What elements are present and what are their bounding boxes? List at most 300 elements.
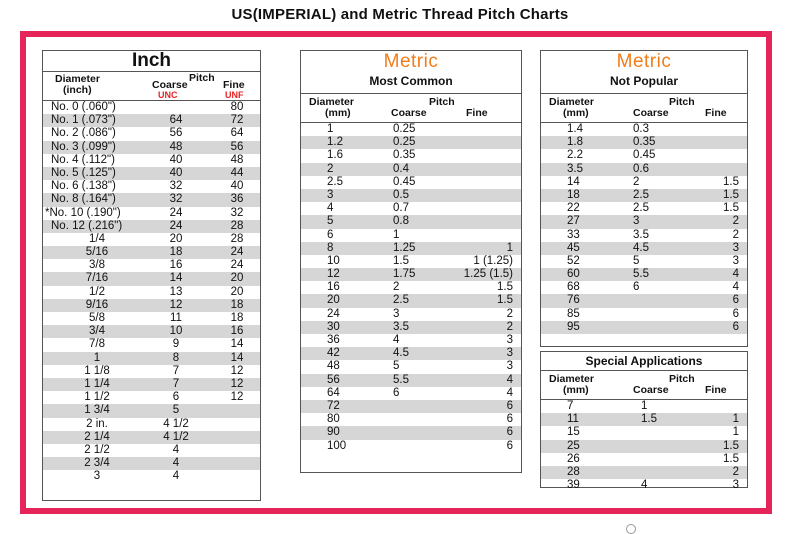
fine-cell: 1.5	[723, 452, 739, 465]
coarse-cell: 1	[393, 228, 400, 241]
metric-common-panel	[300, 50, 522, 473]
fine-cell: 6	[732, 307, 739, 320]
diameter-cell: 1 1/4	[84, 377, 110, 390]
coarse-cell: 1.5	[393, 254, 409, 267]
table-row	[541, 479, 747, 492]
fine-cell: 32	[230, 206, 244, 219]
metric-common-col-pitch: Pitch	[429, 96, 455, 108]
coarse-cell: 40	[169, 153, 183, 166]
metric-rare-title: Metric	[616, 51, 672, 72]
coarse-cell: 4.5	[633, 241, 649, 254]
diameter-cell: 5	[327, 215, 334, 228]
diameter-cell: 1.8	[567, 136, 583, 149]
table-row	[43, 220, 260, 233]
diameter-cell: 1	[93, 351, 101, 364]
table-row	[43, 470, 260, 483]
fine-cell: 40	[230, 180, 244, 193]
fine-cell: 3	[732, 241, 739, 254]
special-col-diameter: Diameter	[549, 373, 594, 385]
coarse-cell: 1.75	[393, 268, 416, 281]
fine-cell: 1	[732, 413, 739, 426]
diameter-cell: 64	[327, 386, 340, 399]
diameter-cell: 1.6	[327, 149, 343, 162]
table-row	[541, 215, 747, 228]
table-row	[301, 294, 521, 307]
table-row	[43, 207, 260, 220]
fine-cell: 1.5	[723, 188, 739, 201]
table-row	[43, 352, 260, 365]
fine-cell: 4	[732, 268, 739, 281]
diameter-cell: 85	[567, 307, 580, 320]
coarse-cell: 32	[169, 180, 183, 193]
coarse-cell: 16	[169, 259, 183, 272]
coarse-cell: 0.5	[393, 188, 409, 201]
special-col-fine: Fine	[705, 384, 727, 396]
coarse-cell: 13	[169, 285, 183, 298]
diameter-cell: 68	[567, 281, 580, 294]
diameter-cell: 76	[567, 294, 580, 307]
fine-cell: 3	[506, 334, 513, 346]
inch-col-diameter: Diameter	[55, 73, 100, 85]
inch-col-fine: Fine	[223, 79, 245, 91]
diameter-cell: 4	[327, 202, 334, 215]
table-row	[301, 136, 521, 149]
diameter-cell: No. 1 (.073")	[51, 114, 116, 127]
coarse-cell: 0.25	[393, 123, 416, 135]
table-row	[541, 229, 747, 242]
table-row	[301, 189, 521, 202]
metric-common-col-coarse: Coarse	[391, 107, 427, 119]
table-row	[301, 387, 521, 400]
diameter-cell: 2	[327, 162, 334, 175]
coarse-cell: 9	[172, 338, 180, 351]
diameter-cell: 2 in.	[86, 417, 108, 430]
coarse-cell: 4	[641, 479, 648, 492]
fine-cell: 1.5	[723, 439, 739, 452]
fine-cell: 12	[230, 364, 244, 377]
inch-col-diameter-unit: (inch)	[63, 84, 92, 96]
diameter-cell: 27	[567, 215, 580, 228]
diameter-cell: No. 2 (.086")	[51, 127, 116, 140]
coarse-cell: 56	[169, 127, 183, 140]
coarse-cell: 0.35	[393, 149, 416, 162]
fine-cell: 1	[506, 241, 513, 254]
coarse-cell: 5.5	[633, 268, 649, 281]
coarse-cell: 5	[172, 404, 180, 417]
fine-cell: 12	[230, 391, 244, 404]
diameter-cell: *No. 10 (.190")	[45, 206, 121, 219]
diameter-cell: 72	[327, 399, 340, 412]
table-row	[301, 202, 521, 215]
coarse-cell: 0.7	[393, 202, 409, 215]
table-row	[43, 378, 260, 391]
diameter-cell: 52	[567, 254, 580, 267]
diameter-cell: 100	[327, 439, 347, 452]
table-row	[541, 123, 747, 136]
coarse-cell: 4	[172, 470, 180, 483]
table-row	[301, 426, 521, 439]
diameter-cell: 3/4	[89, 325, 105, 338]
metric-rare-col-diameter-unit: (mm)	[563, 107, 589, 119]
special-header	[541, 371, 747, 400]
coarse-cell: 3.5	[393, 320, 409, 333]
coarse-cell: 3.5	[633, 228, 649, 241]
coarse-cell: 2	[633, 175, 640, 188]
metric-common-title: Metric	[383, 51, 439, 72]
inch-col-unc: UNC	[158, 90, 178, 100]
diameter-cell: 90	[327, 426, 340, 439]
table-row	[43, 338, 260, 351]
fine-cell: 3	[732, 479, 739, 492]
coarse-cell: 3	[633, 215, 640, 228]
diameter-cell: No. 8 (.164")	[51, 193, 116, 206]
diameter-cell: 1.2	[327, 136, 343, 149]
diameter-cell: 36	[327, 334, 340, 346]
coarse-cell: 1.25	[393, 241, 416, 254]
table-row	[43, 404, 260, 417]
coarse-cell: 64	[169, 114, 183, 127]
table-row	[301, 413, 521, 426]
coarse-cell: 0.45	[393, 175, 416, 188]
coarse-cell: 24	[169, 206, 183, 219]
coarse-cell: 2.5	[393, 294, 409, 307]
coarse-cell: 5	[393, 360, 400, 373]
diameter-cell: 1.4	[567, 123, 583, 135]
metric-rare-subtitle: Not Popular	[541, 71, 747, 94]
fine-cell: 72	[230, 114, 244, 127]
table-row	[541, 321, 747, 334]
coarse-cell: 1	[641, 400, 648, 412]
metric-common-col-diameter: Diameter	[309, 96, 354, 108]
table-row	[43, 299, 260, 312]
fine-cell: 56	[230, 140, 244, 153]
fine-cell: 18	[230, 312, 244, 324]
metric-common-col-diameter-unit: (mm)	[325, 107, 351, 119]
fine-cell: 20	[230, 285, 244, 298]
diameter-cell: 95	[567, 320, 580, 333]
diameter-cell: 9/16	[85, 298, 109, 311]
diameter-cell: 26	[567, 452, 580, 465]
fine-cell: 2	[506, 320, 513, 333]
table-row	[43, 365, 260, 378]
table-row	[541, 440, 747, 453]
table-row	[301, 440, 521, 453]
diameter-cell: 14	[567, 175, 580, 188]
table-row	[541, 294, 747, 307]
special-col-coarse: Coarse	[633, 384, 669, 396]
diameter-cell: 7/8	[89, 338, 105, 351]
special-title: Special Applications	[541, 352, 747, 371]
fine-cell: 3	[732, 254, 739, 267]
coarse-cell: 10	[169, 325, 183, 338]
fine-cell: 48	[230, 153, 244, 166]
diameter-cell: 7/16	[85, 272, 109, 285]
coarse-cell: 6	[393, 386, 400, 399]
diameter-cell: 3	[327, 188, 334, 201]
coarse-cell: 32	[169, 193, 183, 206]
coarse-cell: 2.5	[633, 188, 649, 201]
fine-cell: 3	[506, 347, 513, 360]
diameter-cell: 1	[327, 123, 334, 135]
table-row	[541, 400, 747, 413]
diameter-cell: 2 3/4	[84, 457, 110, 470]
coarse-cell: 0.4	[393, 162, 409, 175]
coarse-cell: 6	[172, 391, 180, 404]
table-row	[43, 259, 260, 272]
coarse-cell: 48	[169, 140, 183, 153]
metric-common-col-fine: Fine	[466, 107, 488, 119]
diameter-cell: 7	[567, 400, 574, 412]
table-row	[43, 312, 260, 325]
table-row	[43, 325, 260, 338]
fine-cell: 14	[230, 338, 244, 351]
fine-cell: 28	[230, 219, 244, 232]
table-row	[301, 360, 521, 373]
table-row	[301, 215, 521, 228]
fine-cell: 6	[506, 426, 513, 439]
table-row	[301, 123, 521, 136]
coarse-cell: 5.5	[393, 373, 409, 386]
fine-cell: 1.25 (1.5)	[463, 268, 513, 281]
coarse-cell: 6	[633, 281, 640, 294]
inch-panel	[42, 50, 261, 501]
diameter-cell: 5/8	[89, 312, 105, 324]
fine-cell: 6	[506, 439, 513, 452]
diameter-cell: 45	[567, 241, 580, 254]
diameter-cell: 1 1/8	[84, 364, 110, 377]
coarse-cell: 0.35	[633, 136, 656, 149]
inch-col-pitch: Pitch	[189, 72, 215, 84]
coarse-cell: 5	[633, 254, 640, 267]
fine-cell: 2	[732, 215, 739, 228]
table-row	[301, 149, 521, 162]
table-row	[43, 114, 260, 127]
diameter-cell: 60	[567, 268, 580, 281]
diameter-cell: 15	[567, 426, 580, 439]
diameter-cell: No. 0 (.060")	[51, 101, 116, 113]
coarse-cell: 7	[172, 377, 180, 390]
coarse-cell: 20	[169, 232, 183, 245]
diameter-cell: 3	[93, 470, 101, 483]
diameter-cell: 2 1/2	[84, 443, 110, 456]
fine-cell: 6	[506, 413, 513, 426]
table-row	[43, 444, 260, 457]
coarse-cell: 4 1/2	[163, 417, 189, 430]
table-row	[301, 374, 521, 387]
diameter-cell: 28	[567, 465, 580, 478]
coarse-cell: 0.6	[633, 162, 649, 175]
diameter-cell: 1 1/2	[84, 391, 110, 404]
coarse-cell: 0.8	[393, 215, 409, 228]
diameter-cell: 20	[327, 294, 340, 307]
fine-cell: 2	[732, 228, 739, 241]
metric-rare-header	[541, 94, 747, 123]
fine-cell: 6	[732, 320, 739, 333]
fine-cell: 12	[230, 377, 244, 390]
table-row	[43, 457, 260, 470]
table-row	[43, 141, 260, 154]
chart-frame	[20, 31, 772, 514]
table-row	[541, 176, 747, 189]
table-row	[43, 418, 260, 431]
coarse-cell: 4 1/2	[163, 430, 189, 443]
diameter-cell: No. 5 (.125")	[51, 166, 116, 179]
table-row	[43, 180, 260, 193]
fine-cell: 16	[230, 325, 244, 338]
diameter-cell: 11	[567, 413, 579, 426]
metric-rare-col-pitch: Pitch	[669, 96, 695, 108]
coarse-cell: 2	[393, 281, 400, 294]
inch-header	[43, 71, 260, 101]
table-row	[301, 321, 521, 334]
diameter-cell: 3.5	[567, 162, 583, 175]
diameter-cell: 42	[327, 347, 340, 360]
inch-title: Inch	[131, 50, 172, 71]
fine-cell: 44	[230, 166, 244, 179]
diameter-cell: 48	[327, 360, 340, 373]
table-row	[541, 308, 747, 321]
table-row	[43, 286, 260, 299]
fine-cell: 28	[230, 232, 244, 245]
diameter-cell: 8	[327, 241, 334, 254]
fine-cell: 4	[506, 386, 513, 399]
diameter-cell: 5/16	[85, 246, 109, 259]
inch-col-coarse: Coarse	[152, 79, 188, 91]
table-row	[43, 127, 260, 140]
fine-cell: 20	[230, 272, 244, 285]
coarse-cell: 0.25	[393, 136, 416, 149]
special-col-pitch: Pitch	[669, 373, 695, 385]
table-row	[43, 154, 260, 167]
metric-rare-table	[541, 123, 747, 334]
coarse-cell: 4	[393, 334, 400, 346]
table-row	[541, 189, 747, 202]
diameter-cell: 39	[567, 479, 580, 492]
table-row	[541, 426, 747, 439]
table-row	[43, 101, 260, 114]
diameter-cell: 3/8	[89, 259, 105, 272]
coarse-cell: 7	[172, 364, 180, 377]
diameter-cell: 18	[567, 188, 580, 201]
fine-cell: 2	[506, 307, 513, 320]
fine-cell: 6	[506, 399, 513, 412]
table-row	[43, 431, 260, 444]
table-row	[301, 308, 521, 321]
coarse-cell: 40	[169, 166, 183, 179]
fine-cell: 64	[230, 127, 244, 140]
table-row	[541, 242, 747, 255]
table-row	[301, 268, 521, 281]
special-col-diameter-unit: (mm)	[563, 384, 589, 396]
coarse-cell: 0.3	[633, 123, 649, 135]
diameter-cell: No. 6 (.138")	[51, 180, 116, 193]
diameter-cell: 33	[567, 228, 580, 241]
table-row	[43, 193, 260, 206]
diameter-cell: 12	[327, 268, 340, 281]
metric-rare-col-diameter: Diameter	[549, 96, 594, 108]
metric-common-header	[301, 94, 521, 123]
diameter-cell: 56	[327, 373, 340, 386]
table-row	[541, 202, 747, 215]
diameter-cell: 2 1/4	[84, 430, 110, 443]
table-row	[301, 242, 521, 255]
coarse-cell: 4	[172, 443, 180, 456]
circle-icon	[626, 524, 636, 534]
coarse-cell: 1.5	[641, 413, 657, 426]
metric-rare-col-fine: Fine	[705, 107, 727, 119]
coarse-cell: 8	[172, 351, 180, 364]
fine-cell: 14	[230, 351, 244, 364]
table-row	[301, 334, 521, 347]
coarse-cell: 18	[169, 246, 183, 259]
table-row	[43, 246, 260, 259]
table-row	[541, 413, 747, 426]
table-row	[301, 176, 521, 189]
page-title: US(IMPERIAL) and Metric Thread Pitch Charts	[231, 6, 569, 23]
fine-cell: 4	[506, 373, 513, 386]
metric-rare-col-coarse: Coarse	[633, 107, 669, 119]
metric-common-subtitle: Most Common	[301, 71, 521, 94]
table-row	[301, 347, 521, 360]
fine-cell: 80	[230, 101, 244, 113]
diameter-cell: 22	[567, 202, 580, 215]
diameter-cell: 1/2	[89, 285, 105, 298]
coarse-cell: 12	[169, 298, 183, 311]
fine-cell: 1 (1.25)	[473, 254, 513, 267]
metric-rare-panel	[540, 50, 748, 347]
fine-cell: 3	[506, 360, 513, 373]
diameter-cell: 2.5	[327, 175, 343, 188]
table-row	[43, 167, 260, 180]
diameter-cell: 24	[327, 307, 340, 320]
special-table	[541, 400, 747, 492]
table-row	[541, 466, 747, 479]
coarse-cell: 4	[172, 457, 180, 470]
table-row	[541, 136, 747, 149]
fine-cell: 2	[732, 465, 739, 478]
diameter-cell: 6	[327, 228, 334, 241]
diameter-cell: 16	[327, 281, 340, 294]
inch-col-unf: UNF	[225, 90, 244, 100]
diameter-cell: 30	[327, 320, 340, 333]
fine-cell: 36	[230, 193, 244, 206]
table-row	[301, 255, 521, 268]
table-row	[301, 163, 521, 176]
table-row	[43, 233, 260, 246]
diameter-cell: No. 4 (.112")	[51, 153, 115, 166]
table-row	[301, 400, 521, 413]
fine-cell: 1.5	[723, 202, 739, 215]
table-row	[301, 229, 521, 242]
table-row	[43, 272, 260, 285]
table-row	[541, 453, 747, 466]
coarse-cell: 14	[169, 272, 183, 285]
coarse-cell: 11	[170, 312, 182, 324]
diameter-cell: 25	[567, 439, 580, 452]
table-row	[541, 268, 747, 281]
diameter-cell: 1 3/4	[84, 404, 110, 417]
fine-cell: 6	[732, 294, 739, 307]
fine-cell: 1.5	[723, 175, 739, 188]
special-panel	[540, 351, 748, 492]
table-row	[541, 149, 747, 162]
fine-cell: 24	[230, 259, 244, 272]
coarse-cell: 3	[393, 307, 400, 320]
table-row	[541, 255, 747, 268]
table-row	[301, 281, 521, 294]
diameter-cell: 2.2	[567, 149, 583, 162]
diameter-cell: No. 3 (.099")	[51, 140, 116, 153]
